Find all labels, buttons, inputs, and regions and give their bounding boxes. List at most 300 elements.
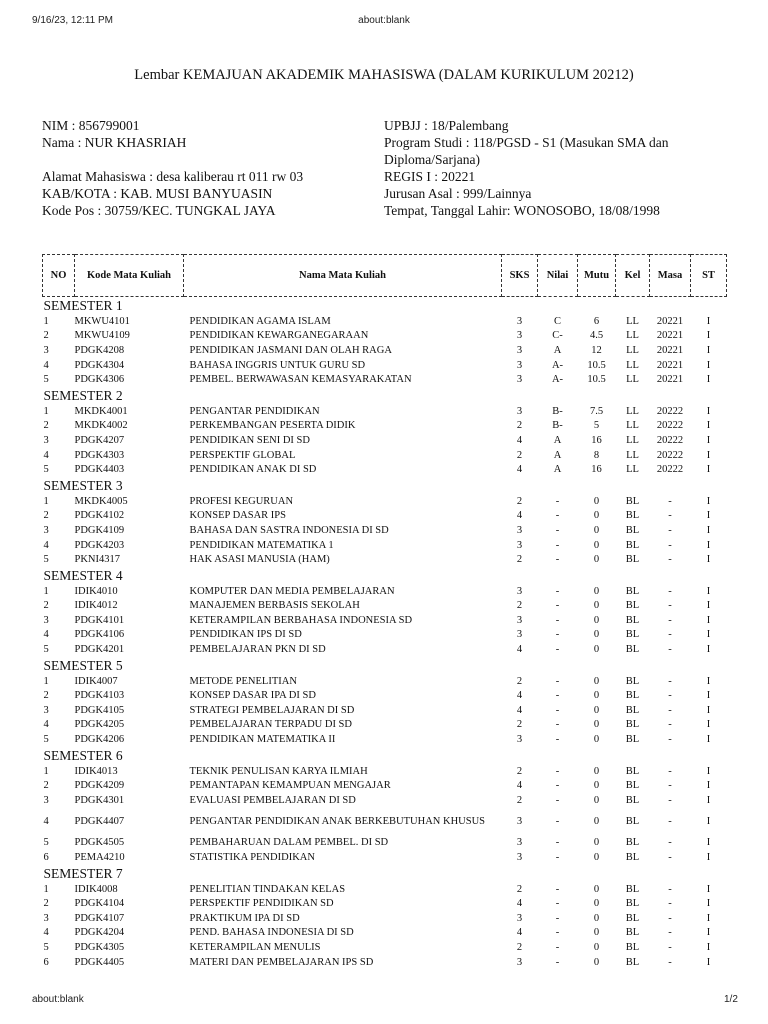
course-code: MKWU4109 (74, 330, 130, 342)
course-grade: - (555, 941, 560, 953)
print-header-url: about:blank (358, 15, 410, 26)
course-status: I (706, 449, 711, 461)
table-row (43, 372, 727, 387)
table-row (43, 808, 727, 836)
course-sks: 3 (516, 734, 523, 746)
print-footer-url: about:blank (32, 994, 84, 1005)
course-group: LL (626, 434, 639, 446)
course-grade: - (555, 794, 560, 806)
nim: NIM : 856799001 (42, 118, 140, 133)
course-term: - (668, 816, 672, 828)
course-status: I (706, 359, 711, 371)
course-code: PDGK4107 (74, 912, 125, 924)
course-grade: A (553, 464, 562, 476)
course-sks: 3 (516, 405, 523, 417)
course-name: TEKNIK PENULISAN KARYA ILMIAH (189, 765, 368, 777)
course-no: 1 (43, 315, 49, 327)
course-grade: - (555, 912, 560, 924)
semester-label: SEMESTER 3 (43, 477, 123, 493)
course-points: 0 (593, 644, 600, 656)
course-points: 0 (593, 927, 600, 939)
semester-heading (43, 747, 727, 764)
course-sks: 3 (516, 585, 523, 597)
table-row (43, 836, 727, 851)
course-term: - (668, 675, 672, 687)
course-sks: 3 (516, 539, 523, 551)
course-no: 2 (43, 898, 49, 910)
table-row (43, 329, 727, 344)
course-sks: 2 (516, 449, 523, 461)
course-code: MKDK4001 (74, 405, 128, 417)
course-grade: - (555, 765, 560, 777)
course-sks: 3 (516, 852, 523, 864)
course-status: I (706, 614, 711, 626)
course-code: PDGK4104 (74, 898, 125, 910)
course-status: I (706, 690, 711, 702)
course-grade: - (555, 780, 560, 792)
course-code: IDIK4013 (74, 765, 118, 777)
course-status: I (706, 524, 711, 536)
course-points: 0 (593, 495, 600, 507)
course-points: 0 (593, 554, 600, 566)
course-group: BL (625, 780, 640, 792)
course-status: I (706, 315, 711, 327)
course-term: - (668, 912, 672, 924)
course-status: I (706, 344, 711, 356)
course-points: 0 (593, 629, 600, 641)
course-sks: 2 (516, 495, 523, 507)
course-points: 0 (593, 898, 600, 910)
study-program-cont: Diploma/Sarjana) (384, 152, 480, 167)
table-row (43, 538, 727, 553)
course-code: PDGK4407 (74, 816, 125, 828)
table-row (43, 940, 727, 955)
course-group: BL (625, 927, 640, 939)
course-group: LL (626, 449, 639, 461)
course-group: LL (626, 405, 639, 417)
col-nama: Nama Mata Kuliah (184, 255, 502, 297)
course-no: 3 (43, 434, 49, 446)
course-points: 0 (593, 600, 600, 612)
col-no: NO (43, 255, 75, 297)
course-points: 0 (593, 816, 600, 828)
course-table (42, 254, 727, 969)
course-status: I (706, 734, 711, 746)
print-datetime: 9/16/23, 12:11 PM (32, 15, 113, 26)
course-points: 16 (591, 434, 602, 446)
course-code: PDGK4209 (74, 780, 125, 792)
course-no: 1 (43, 585, 49, 597)
course-name: KOMPUTER DAN MEDIA PEMBELAJARAN (189, 585, 395, 597)
table-row (43, 523, 727, 538)
course-group: BL (625, 690, 640, 702)
course-sks: 3 (516, 816, 523, 828)
course-name: PENDIDIKAN AGAMA ISLAM (189, 315, 331, 327)
course-grade: - (555, 644, 560, 656)
course-sks: 4 (516, 644, 523, 656)
table-header (43, 255, 727, 297)
course-points: 12 (591, 344, 602, 356)
course-code: PDGK4102 (74, 510, 125, 522)
course-points: 0 (593, 734, 600, 746)
course-name: PEMBELAJARAN TERPADU DI SD (189, 719, 352, 731)
course-term: - (668, 898, 672, 910)
course-points: 10.5 (587, 359, 606, 371)
course-code: PKNI4317 (74, 554, 121, 566)
course-grade: C (553, 315, 561, 327)
table-row (43, 718, 727, 733)
course-group: BL (625, 629, 640, 641)
course-no: 3 (43, 524, 49, 536)
course-group: BL (625, 644, 640, 656)
student-info-left (42, 117, 303, 219)
course-group: BL (625, 941, 640, 953)
course-group: BL (625, 816, 640, 828)
course-code: PDGK4403 (74, 464, 125, 476)
course-sks: 3 (516, 912, 523, 924)
course-term: - (668, 765, 672, 777)
course-code: PDGK4103 (74, 690, 125, 702)
course-no: 4 (43, 816, 49, 828)
course-code: PDGK4109 (74, 524, 125, 536)
course-sks: 2 (516, 719, 523, 731)
course-name: PENDIDIKAN JASMANI DAN OLAH RAGA (189, 344, 392, 356)
course-term: - (668, 539, 672, 551)
course-term: - (668, 690, 672, 702)
course-name: PENDIDIKAN MATEMATIKA 1 (189, 539, 334, 551)
course-sks: 4 (516, 690, 523, 702)
course-term: - (668, 614, 672, 626)
table-row (43, 462, 727, 477)
course-group: LL (626, 464, 639, 476)
course-no: 3 (43, 704, 49, 716)
course-points: 0 (593, 941, 600, 953)
birth-place-date: Tempat, Tanggal Lahir: WONOSOBO, 18/08/1998 (384, 203, 660, 218)
course-group: LL (626, 420, 639, 432)
course-points: 0 (593, 837, 600, 849)
course-name: PEMBELAJARAN PKN DI SD (189, 644, 326, 656)
course-term: - (668, 644, 672, 656)
study-program: Program Studi : 118/PGSD - S1 (Masukan SMA dan (384, 135, 669, 150)
course-term: - (668, 883, 672, 895)
course-term: - (668, 495, 672, 507)
course-sks: 3 (516, 359, 523, 371)
course-points: 0 (593, 524, 600, 536)
semester-heading (43, 865, 727, 882)
course-term: 20221 (656, 374, 684, 386)
course-group: BL (625, 837, 640, 849)
course-points: 0 (593, 956, 600, 968)
course-code: PDGK4208 (74, 344, 125, 356)
course-name: BAHASA DAN SASTRA INDONESIA DI SD (189, 524, 389, 536)
course-term: 20222 (656, 464, 684, 476)
course-term: - (668, 927, 672, 939)
upbjj: UPBJJ : 18/Palembang (384, 118, 509, 133)
course-no: 1 (43, 675, 49, 687)
table-row (43, 358, 727, 373)
course-code: PDGK4204 (74, 927, 125, 939)
course-grade: A (553, 344, 562, 356)
course-code: PDGK4301 (74, 794, 125, 806)
course-grade: - (555, 704, 560, 716)
course-name: PENDIDIKAN ANAK DI SD (189, 464, 317, 476)
course-status: I (706, 405, 711, 417)
semester-label: SEMESTER 7 (43, 865, 123, 881)
course-status: I (706, 780, 711, 792)
course-no: 2 (43, 780, 49, 792)
semester-heading (43, 387, 727, 404)
course-term: 20222 (656, 434, 684, 446)
course-sks: 3 (516, 837, 523, 849)
course-status: I (706, 765, 711, 777)
course-no: 1 (43, 405, 49, 417)
course-code: PDGK4205 (74, 719, 125, 731)
course-group: BL (625, 765, 640, 777)
course-grade: - (555, 837, 560, 849)
course-grade: - (555, 614, 560, 626)
course-sks: 2 (516, 554, 523, 566)
course-code: MKWU4101 (74, 315, 130, 327)
course-term: 20222 (656, 405, 684, 417)
course-points: 0 (593, 539, 600, 551)
course-no: 1 (43, 765, 49, 777)
course-term: 20222 (656, 449, 684, 461)
course-term: - (668, 719, 672, 731)
course-sks: 2 (516, 883, 523, 895)
course-no: 2 (43, 420, 49, 432)
course-points: 0 (593, 883, 600, 895)
course-sks: 3 (516, 344, 523, 356)
table-row (43, 850, 727, 865)
course-no: 3 (43, 614, 49, 626)
course-group: BL (625, 734, 640, 746)
table-row (43, 433, 727, 448)
course-group: BL (625, 898, 640, 910)
course-no: 4 (43, 629, 49, 641)
course-name: PENDIDIKAN IPS DI SD (189, 629, 302, 641)
course-no: 6 (43, 852, 49, 864)
table-row (43, 882, 727, 897)
col-masa: Masa (650, 255, 691, 297)
course-grade: - (555, 675, 560, 687)
course-status: I (706, 883, 711, 895)
course-sks: 4 (516, 927, 523, 939)
course-name: PROFESI KEGURUAN (189, 495, 294, 507)
course-status: I (706, 719, 711, 731)
course-status: I (706, 600, 711, 612)
table-row (43, 314, 727, 329)
regency: KAB/KOTA : KAB. MUSI BANYUASIN (42, 186, 273, 201)
document-title: Lembar KEMAJUAN AKADEMIK MAHASISWA (DALAM KURIKULUM 20212) (134, 67, 634, 83)
table-row (43, 642, 727, 657)
course-grade: - (555, 539, 560, 551)
table-row (43, 926, 727, 941)
origin-major: Jurusan Asal : 999/Lainnya (384, 186, 532, 201)
course-name: PENELITIAN TINDAKAN KELAS (189, 883, 346, 895)
course-status: I (706, 852, 711, 864)
course-code: PDGK4206 (74, 734, 125, 746)
course-name: PRAKTIKUM IPA DI SD (189, 912, 300, 924)
course-name: STATISTIKA PENDIDIKAN (189, 852, 315, 864)
table-row (43, 343, 727, 358)
course-no: 6 (43, 956, 49, 968)
semester-label: SEMESTER 4 (43, 567, 123, 583)
course-sks: 3 (516, 315, 523, 327)
course-group: BL (625, 956, 640, 968)
course-sks: 2 (516, 420, 523, 432)
course-points: 0 (593, 704, 600, 716)
course-status: I (706, 794, 711, 806)
course-no: 3 (43, 912, 49, 924)
course-name: MANAJEMEN BERBASIS SEKOLAH (189, 600, 360, 612)
course-name: METODE PENELITIAN (189, 675, 297, 687)
table-row (43, 955, 727, 970)
course-group: BL (625, 719, 640, 731)
table-row (43, 584, 727, 599)
course-code: PDGK4303 (74, 449, 125, 461)
course-grade: - (555, 719, 560, 731)
semester-label: SEMESTER 6 (43, 747, 123, 763)
course-group: BL (625, 600, 640, 612)
course-points: 7.5 (589, 405, 604, 417)
col-st: ST (691, 255, 727, 297)
course-code: PDGK4201 (74, 644, 125, 656)
semester-heading (43, 567, 727, 584)
course-term: - (668, 554, 672, 566)
table-row (43, 448, 727, 463)
table-row (43, 628, 727, 643)
course-name: PERSPEKTIF GLOBAL (189, 449, 296, 461)
course-status: I (706, 941, 711, 953)
course-name: PERSPEKTIF PENDIDIKAN SD (189, 898, 334, 910)
course-name: PENGANTAR PENDIDIKAN ANAK BERKEBUTUHAN KHUSUS (189, 816, 485, 828)
col-nilai: Nilai (538, 255, 578, 297)
course-no: 2 (43, 330, 49, 342)
table-row (43, 911, 727, 926)
col-kode: Kode Mata Kuliah (75, 255, 184, 297)
course-points: 10.5 (587, 374, 606, 386)
semester-heading (43, 477, 727, 494)
course-no: 3 (43, 344, 49, 356)
course-term: - (668, 510, 672, 522)
course-no: 5 (43, 554, 49, 566)
course-code: PDGK4304 (74, 359, 125, 371)
student-address: Alamat Mahasiswa : desa kaliberau rt 011 rw 03 (42, 169, 304, 184)
course-grade: - (555, 600, 560, 612)
semester-label: SEMESTER 5 (43, 657, 123, 673)
course-group: LL (626, 344, 639, 356)
course-code: IDIK4008 (74, 883, 118, 895)
course-status: I (706, 420, 711, 432)
course-no: 2 (43, 690, 49, 702)
course-sks: 2 (516, 600, 523, 612)
course-group: BL (625, 585, 640, 597)
course-term: - (668, 794, 672, 806)
course-name: PEMBEL. BERWAWASAN KEMASYARAKATAN (189, 374, 412, 386)
course-no: 5 (43, 734, 49, 746)
course-sks: 2 (516, 765, 523, 777)
course-no: 4 (43, 719, 49, 731)
course-no: 2 (43, 510, 49, 522)
course-term: - (668, 600, 672, 612)
course-no: 1 (43, 883, 49, 895)
course-no: 4 (43, 539, 49, 551)
course-sks: 4 (516, 510, 523, 522)
course-name: KETERAMPILAN BERBAHASA INDONESIA SD (189, 614, 413, 626)
course-status: I (706, 927, 711, 939)
course-points: 16 (591, 464, 602, 476)
table-row (43, 896, 727, 911)
course-name: PENDIDIKAN KEWARGANEGARAAN (189, 330, 369, 342)
semester-label: SEMESTER 1 (43, 298, 123, 313)
course-sks: 3 (516, 524, 523, 536)
course-group: BL (625, 554, 640, 566)
course-term: 20221 (656, 315, 684, 327)
course-points: 0 (593, 690, 600, 702)
course-grade: A (553, 434, 562, 446)
course-status: I (706, 675, 711, 687)
course-no: 4 (43, 927, 49, 939)
course-status: I (706, 495, 711, 507)
course-status: I (706, 585, 711, 597)
semester-heading (43, 297, 727, 315)
table-row (43, 509, 727, 524)
course-code: PDGK4305 (74, 941, 125, 953)
course-name: STRATEGI PEMBELAJARAN DI SD (189, 704, 355, 716)
course-name: EVALUASI PEMBELAJARAN DI SD (189, 794, 356, 806)
course-status: I (706, 956, 711, 968)
course-no: 5 (43, 837, 49, 849)
course-name: KONSEP DASAR IPS (189, 510, 286, 522)
course-grade: A- (551, 359, 564, 371)
course-status: I (706, 704, 711, 716)
course-group: BL (625, 524, 640, 536)
course-code: MKDK4005 (74, 495, 128, 507)
course-term: - (668, 734, 672, 746)
semester-heading (43, 657, 727, 674)
course-status: I (706, 330, 711, 342)
course-grade: - (555, 883, 560, 895)
course-status: I (706, 554, 711, 566)
course-term: - (668, 941, 672, 953)
col-mutu: Mutu (578, 255, 616, 297)
course-grade: B- (552, 420, 563, 432)
course-no: 5 (43, 374, 49, 386)
course-name: PEMANTAPAN KEMAMPUAN MENGAJAR (189, 780, 391, 792)
table-row (43, 732, 727, 747)
course-sks: 4 (516, 434, 523, 446)
course-name: PEND. BAHASA INDONESIA DI SD (189, 927, 354, 939)
course-term: 20222 (656, 420, 684, 432)
course-group: BL (625, 495, 640, 507)
course-grade: B- (552, 405, 563, 417)
course-sks: 3 (516, 614, 523, 626)
course-name: MATERI DAN PEMBELAJARAN IPS SD (189, 956, 374, 968)
course-points: 0 (593, 852, 600, 864)
table-row (43, 778, 727, 793)
registration: REGIS I : 20221 (384, 169, 476, 184)
course-no: 5 (43, 464, 49, 476)
col-sks: SKS (502, 255, 538, 297)
table-row (43, 674, 727, 689)
course-group: BL (625, 614, 640, 626)
table-row (43, 613, 727, 628)
student-name: Nama : NUR KHASRIAH (42, 135, 187, 150)
course-term: - (668, 780, 672, 792)
course-grade: A- (551, 374, 564, 386)
course-group: BL (625, 883, 640, 895)
course-name: PENGANTAR PENDIDIKAN (189, 405, 320, 417)
